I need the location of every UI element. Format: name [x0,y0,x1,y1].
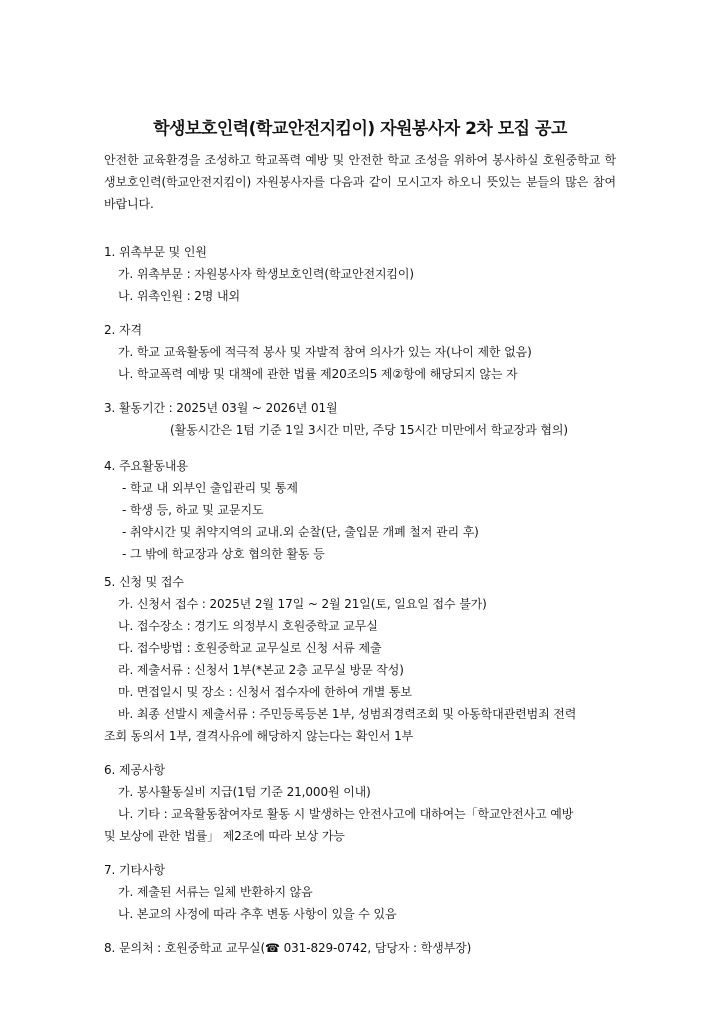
section-7-item-a: 가. 제출된 서류는 일체 반환하지 않음 [118,885,313,899]
section-1-heading: 1. 위촉부문 및 인원 [104,245,207,259]
section-7-item-b: 나. 본교의 사정에 따라 추후 변동 사항이 있을 수 있음 [118,907,397,921]
section-4-item: - 학생 등, 하교 및 교문지도 [122,503,264,517]
section-6-item-b: 나. 기타 : 교육활동참여자로 활동 시 발생하는 안전사고에 대하여는「학교안전사고 예방 [118,807,574,821]
section-7-heading: 7. 기타사항 [104,863,165,877]
page-title: 학생보호인력(학교안전지킴이) 자원봉사자 2차 모집 공고 [153,119,567,139]
intro-paragraph: 안전한 교육환경을 조성하고 학교폭력 예방 및 안전한 학교 조성을 위하여 봉사하실 호원중학교 학생보호인력(학교안전지킴이) 자원봉사자를 다음과 같이 모시고자 하오니 뜻있는 분들의 많은 참여 바랍니다. [104,153,616,211]
section-2-heading: 2. 자격 [104,323,142,337]
contact-info: 8. 문의처 : 호원중학교 교무실(☎ 031-829-0742, 담당자 : 학생부장) [104,941,472,955]
section-5-item-a: 가. 신청서 접수 : 2025년 2월 17일 ~ 2월 21일(토, 일요일 접수 불가) [118,597,487,611]
section-3-note: (활동시간은 1텀 기준 1일 3시간 미만, 주당 15시간 미만에서 학교장과 협의) [170,423,568,437]
section-5-item-b: 나. 접수장소 : 경기도 의정부시 호원중학교 교무실 [118,619,378,633]
section-2-item-b: 나. 학교폭력 예방 및 대책에 관한 법률 제20조의5 제②항에 해당되지 않는 자 [118,367,518,381]
section-5-item-f: 바. 최종 선발시 제출서류 : 주민등록등본 1부, 성범죄경력조회 및 아동학대관련범죄 전력 [118,707,577,721]
section-3-heading: 3. 활동기간 : 2025년 03월 ~ 2026년 01월 [104,401,338,415]
section-1-item-b: 나. 위촉인원 : 2명 내외 [118,289,240,303]
section-5-heading: 5. 신청 및 접수 [104,575,184,589]
section-5-item-f-cont: 조회 동의서 1부, 결격사유에 해당하지 않는다는 확인서 1부 [104,729,414,743]
section-2-item-a: 가. 학교 교육활동에 적극적 봉사 및 자발적 참여 의사가 있는 자(나이 제한 없음) [118,345,532,359]
section-1-item-a: 가. 위촉부문 : 자원봉사자 학생보호인력(학교안전지킴이) [118,267,414,281]
section-4-heading: 4. 주요활동내용 [104,459,188,473]
section-4-item: - 그 밖에 학교장과 상호 협의한 활동 등 [122,547,325,561]
section-5-item-d: 라. 제출서류 : 신청서 1부(*본교 2층 교무실 방문 작성) [118,663,404,677]
section-4-item: - 학교 내 외부인 출입관리 및 통제 [122,481,298,495]
section-6-item-b-cont: 및 보상에 관한 법률」 제2조에 따라 보상 가능 [104,829,345,843]
section-4-item: - 취약시간 및 취약지역의 교내.외 순찰(단, 출입문 개폐 철저 관리 후) [122,525,479,539]
section-5-item-e: 마. 면접일시 및 장소 : 신청서 접수자에 한하여 개별 통보 [118,685,412,699]
section-5-item-c: 다. 접수방법 : 호원중학교 교무실로 신청 서류 제출 [118,641,382,655]
section-6-heading: 6. 제공사항 [104,763,165,777]
section-6-item-a: 가. 봉사활동실비 지급(1텀 기준 21,000원 이내) [118,785,371,799]
